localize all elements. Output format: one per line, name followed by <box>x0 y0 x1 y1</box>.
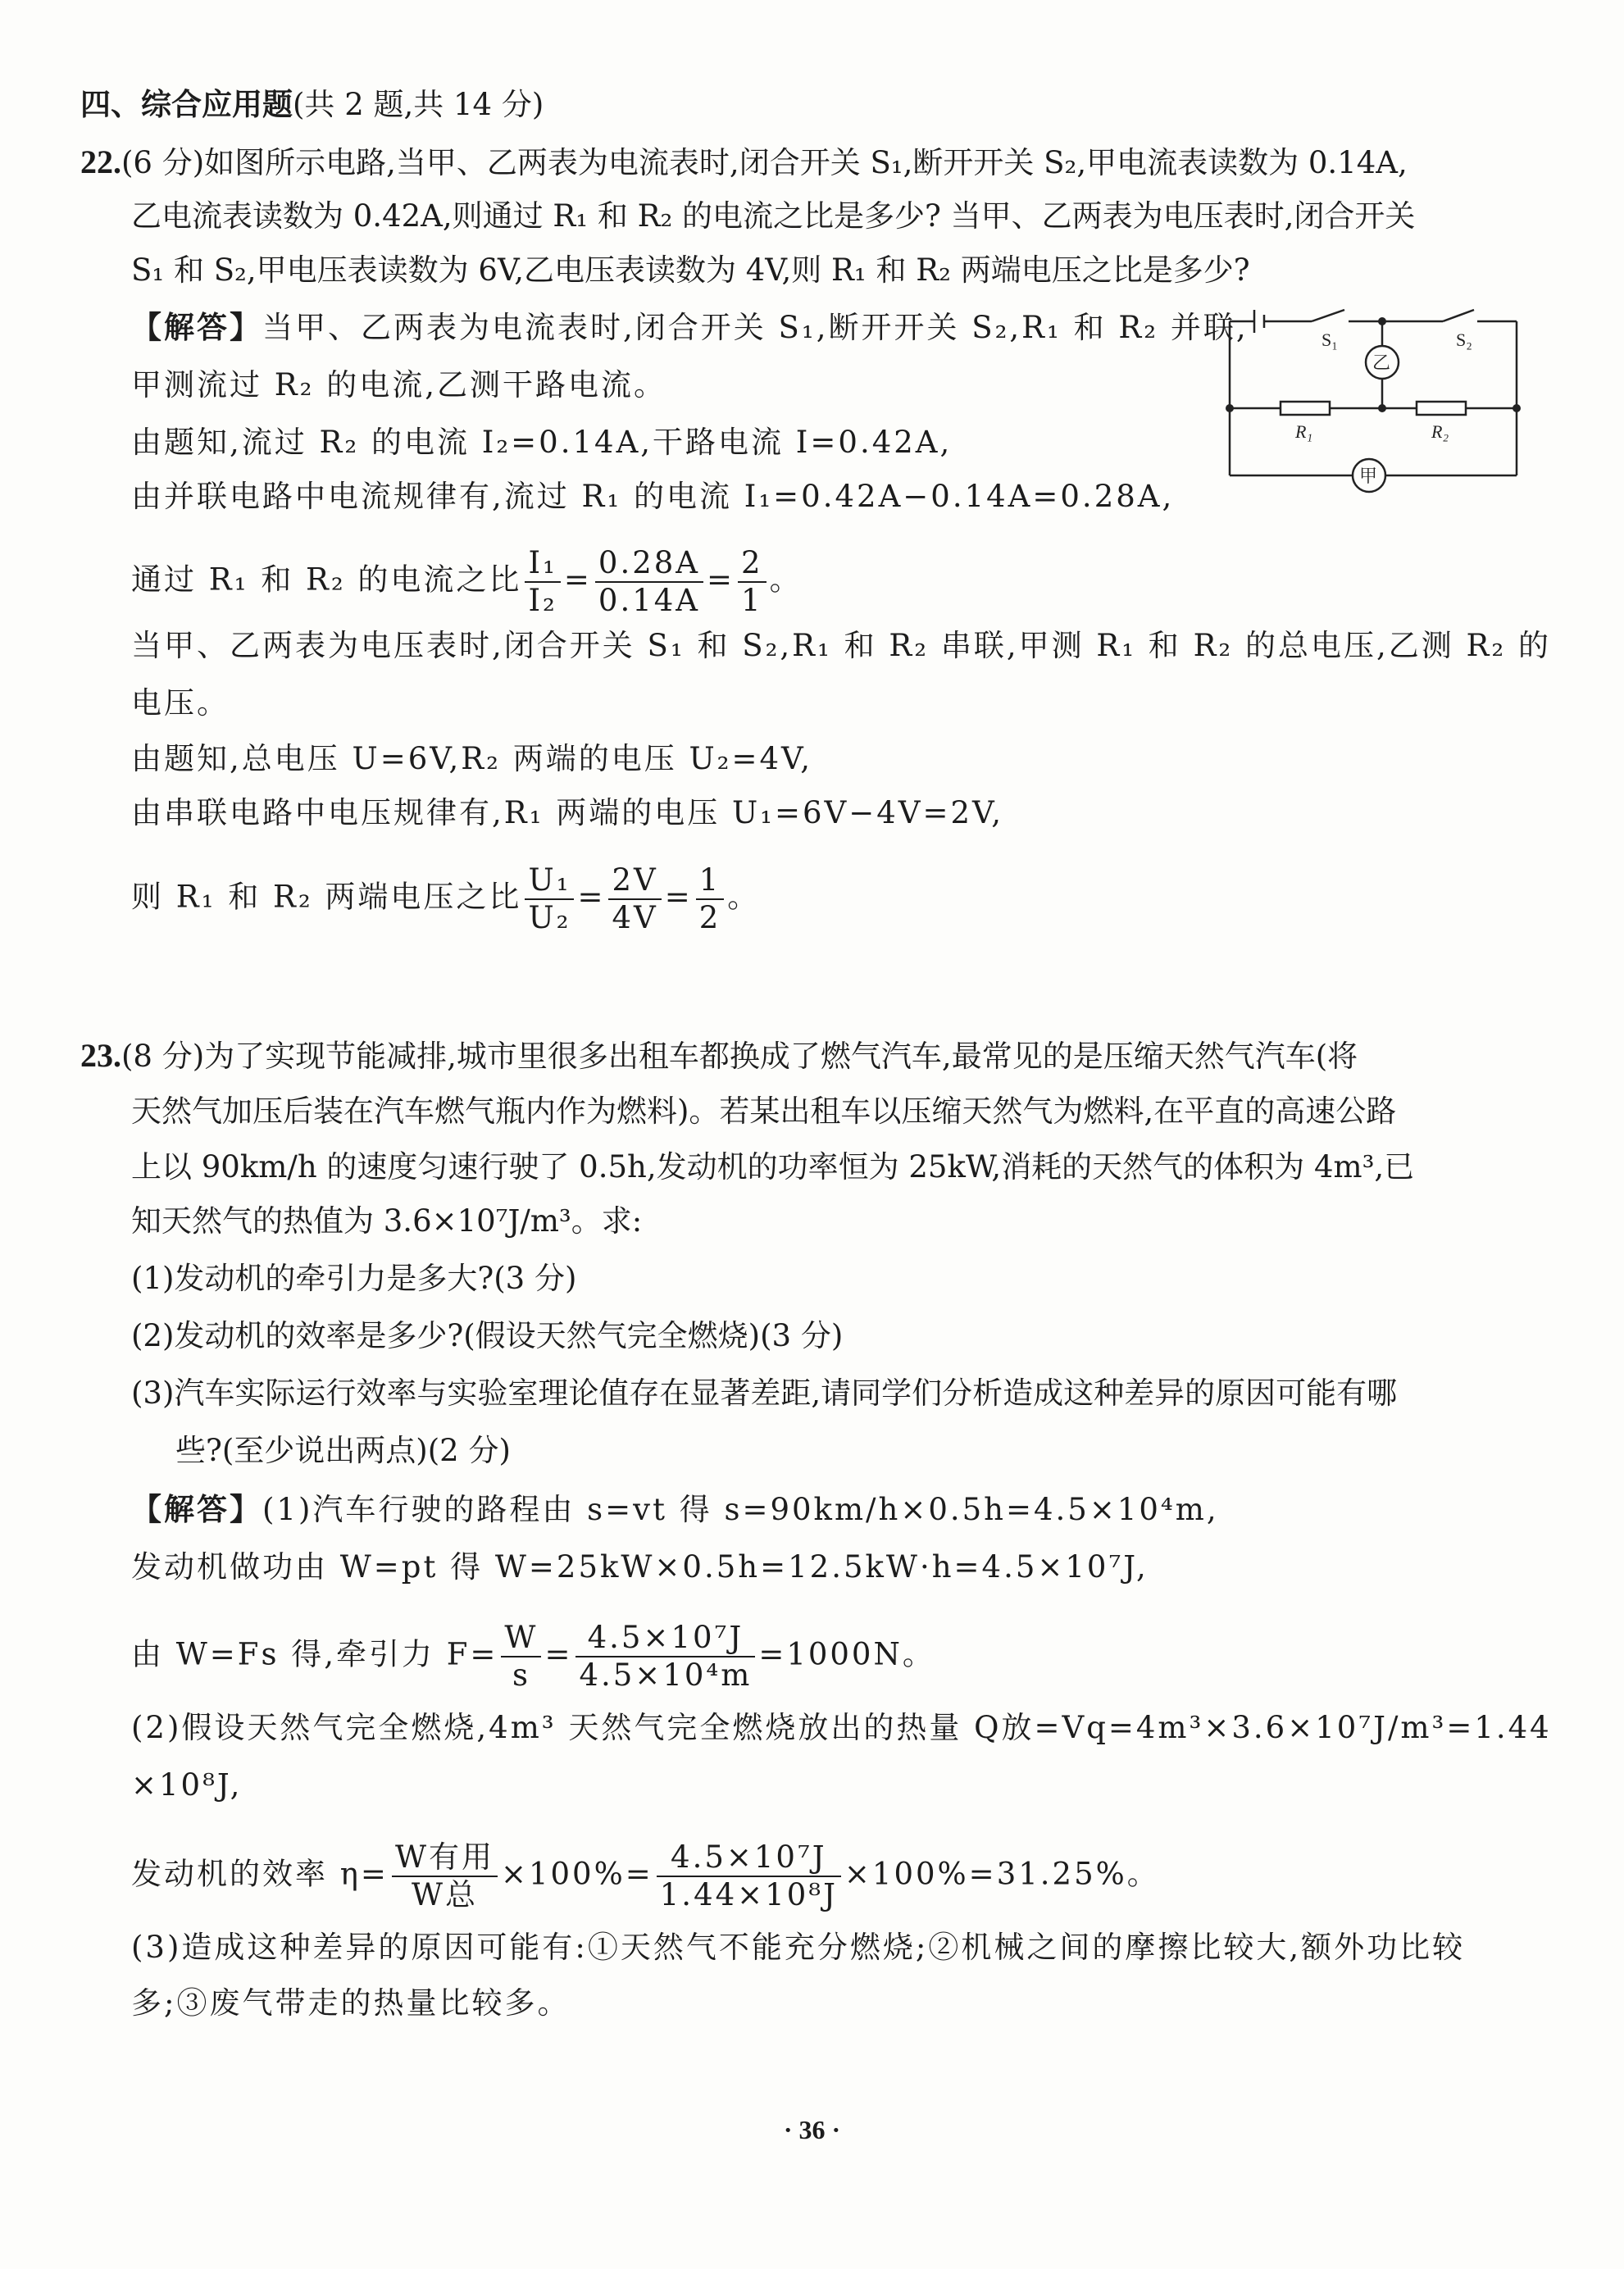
q23-efficiency-formula: 发动机的效率 η= $\frac{\text{W有用}}{\text{W总}}$ ×100%= $\frac{\text{4.5×10⁷J}}{\text{1.44×10⁸J}}$ ×100%=31.25%。 <box>131 1839 1160 1912</box>
q23-solution-a1: 【解答】(1)汽车行驶的路程由 s=vt 得 s=90km/h×0.5h=4.5×10⁴m, <box>131 1492 1219 1527</box>
label-meter-yi: 乙 <box>1372 352 1391 373</box>
page-number: · 36 · <box>783 2115 841 2144</box>
q22-solution-line-6: 电压。 <box>131 685 230 721</box>
q22-answer-label: 【解答】 <box>131 310 262 345</box>
label-meter-jia: 甲 <box>1359 466 1378 486</box>
q23-subq-3-cont: 些?(至少说出两点)(2 分) <box>175 1433 511 1468</box>
label-r1: R₁ <box>1295 421 1313 442</box>
q23-force-formula: 由 W=Fs 得,牵引力 F= $\frac{W}{s}$ = $\frac{\text{4.5×10⁷J}}{\text{4.5×10⁴m}}$ =1000N。 <box>131 1620 935 1693</box>
q22-line-1: 22.(6 分)如图所示电路,当甲、乙两表为电流表时,闭合开关 S₁,断开开关 S₂,甲电流表读数为 0.14A, <box>80 143 1408 180</box>
section-note: (共 2 题,共 14 分) <box>293 87 544 122</box>
label-s1: S₁ <box>1321 330 1338 350</box>
fraction: $\frac{\text{4.5×10⁷J}}{\text{4.5×10⁴m}}$ <box>575 1620 755 1694</box>
resistor-r1 <box>1281 402 1330 415</box>
fraction: $\frac{2}{1}$ <box>738 545 767 619</box>
q23-answer-label: 【解答】 <box>131 1492 262 1527</box>
q22-voltage-ratio: 则 R₁ 和 R₂ 两端电压之比 $\frac{\text{U₁}}{\text{U₂}}$ = $\frac{2V}{4V}$ = $\frac{1}{2}$ 。 <box>131 862 761 935</box>
q23-line-3: 上以 90km/h 的速度匀速行驶了 0.5h,发动机的功率恒为 25kW,消耗的天然气的体积为 4m³,已 <box>131 1149 1415 1185</box>
q22-solution-line-7: 由题知,总电压 U=6V,R₂ 两端的电压 U₂=4V, <box>131 741 813 776</box>
label-r2: R₂ <box>1431 421 1449 442</box>
circuit-diagram <box>1221 305 1525 493</box>
fraction: $\frac{\text{W有用}}{\text{W总}}$ <box>392 1839 498 1913</box>
q23-solution-a2: 发动机做功由 W=pt 得 W=25kW×0.5h=12.5kW·h=4.5×10⁷J, <box>131 1549 1149 1585</box>
q22-line-2: 乙电流表读数为 0.42A,则通过 R₁ 和 R₂ 的电流之比是多少? 当甲、乙两表为电压表时,闭合开关 <box>131 198 1416 234</box>
q23-solution-c2: 多;③废气带走的热量比较多。 <box>131 1985 571 2021</box>
q23-line-1: 23.(8 分)为了实现节能减排,城市里很多出租车都换成了燃气汽车,最常见的是压缩天然气汽车(将 <box>80 1037 1358 1074</box>
fraction: $\frac{\text{4.5×10⁷J}}{\text{1.44×10⁸J}}$ <box>657 1839 841 1913</box>
q23-subq-1: (1)发动机的牵引力是多大?(3 分) <box>131 1261 577 1296</box>
q22-solution-line-1: 【解答】当甲、乙两表为电流表时,闭合开关 S₁,断开开关 S₂,R₁ 和 R₂ 并联, <box>131 310 1249 345</box>
fraction: $\frac{2V}{4V}$ <box>608 862 661 936</box>
fraction: $\frac{\text{I₁}}{\text{I₂}}$ <box>525 545 560 619</box>
fraction: $\frac{W}{s}$ <box>501 1620 541 1694</box>
fraction: $\frac{\text{U₁}}{\text{U₂}}$ <box>525 862 574 936</box>
switch-s2 <box>1443 310 1474 321</box>
section-title: 四、综合应用题 <box>80 87 293 122</box>
q22-solution-line-5: 当甲、乙两表为电压表时,闭合开关 S₁ 和 S₂,R₁ 和 R₂ 串联,甲测 R₁ 和 R₂ 的总电压,乙测 R₂ 的 <box>131 628 1551 663</box>
section-heading <box>80 84 544 126</box>
q23-number: 23. <box>80 1037 121 1074</box>
q23-line-4: 知天然气的热值为 3.6×10⁷J/m³。求: <box>131 1203 643 1239</box>
q23-solution-b1: (2)假设天然气完全燃烧,4m³ 天然气完全燃烧放出的热量 Q放=Vq=4m³×3.6×10⁷J/m³=1.44 <box>131 1710 1552 1745</box>
q23-subq-2: (2)发动机的效率是多少?(假设天然气完全燃烧)(3 分) <box>131 1318 844 1353</box>
fraction: $\frac{0.28A}{0.14A}$ <box>595 545 703 619</box>
q22-number: 22. <box>80 143 121 180</box>
label-s2: S₂ <box>1456 330 1472 350</box>
q23-solution-c1: (3)造成这种差异的原因可能有:①天然气不能充分燃烧;②机械之间的摩擦比较大,额外功比较 <box>131 1930 1466 1965</box>
switch-s1 <box>1312 310 1344 321</box>
q22-solution-line-4: 由并联电路中电流规律有,流过 R₁ 的电流 I₁=0.42A−0.14A=0.28A, <box>131 479 1175 514</box>
q22-current-ratio: 通过 R₁ 和 R₂ 的电流之比 $\frac{\text{I₁}}{\text{I₂}}$ = $\frac{0.28A}{0.14A}$ = $\frac{2}{1}$ 。 <box>131 545 803 618</box>
fraction: $\frac{1}{2}$ <box>696 862 725 936</box>
q23-line-2: 天然气加压后装在汽车燃气瓶内作为燃料)。若某出租车以压缩天然气为燃料,在平直的高速公路 <box>131 1094 1397 1129</box>
q22-line-3: S₁ 和 S₂,甲电压表读数为 6V,乙电压表读数为 4V,则 R₁ 和 R₂ 两端电压之比是多少? <box>131 252 1250 288</box>
q22-solution-line-2: 甲测流过 R₂ 的电流,乙测干路电流。 <box>131 367 666 402</box>
q22-solution-line-8: 由串联电路中电压规律有,R₁ 两端的电压 U₁=6V−4V=2V, <box>131 795 1004 830</box>
resistor-r2 <box>1417 402 1466 415</box>
q22-solution-line-3: 由题知,流过 R₂ 的电流 I₂=0.14A,干路电流 I=0.42A, <box>131 425 953 460</box>
q23-subq-3: (3)汽车实际运行效率与实验室理论值存在显著差距,请同学们分析造成这种差异的原因可能有哪 <box>131 1375 1398 1411</box>
q23-solution-b2: ×10⁸J, <box>131 1767 243 1803</box>
